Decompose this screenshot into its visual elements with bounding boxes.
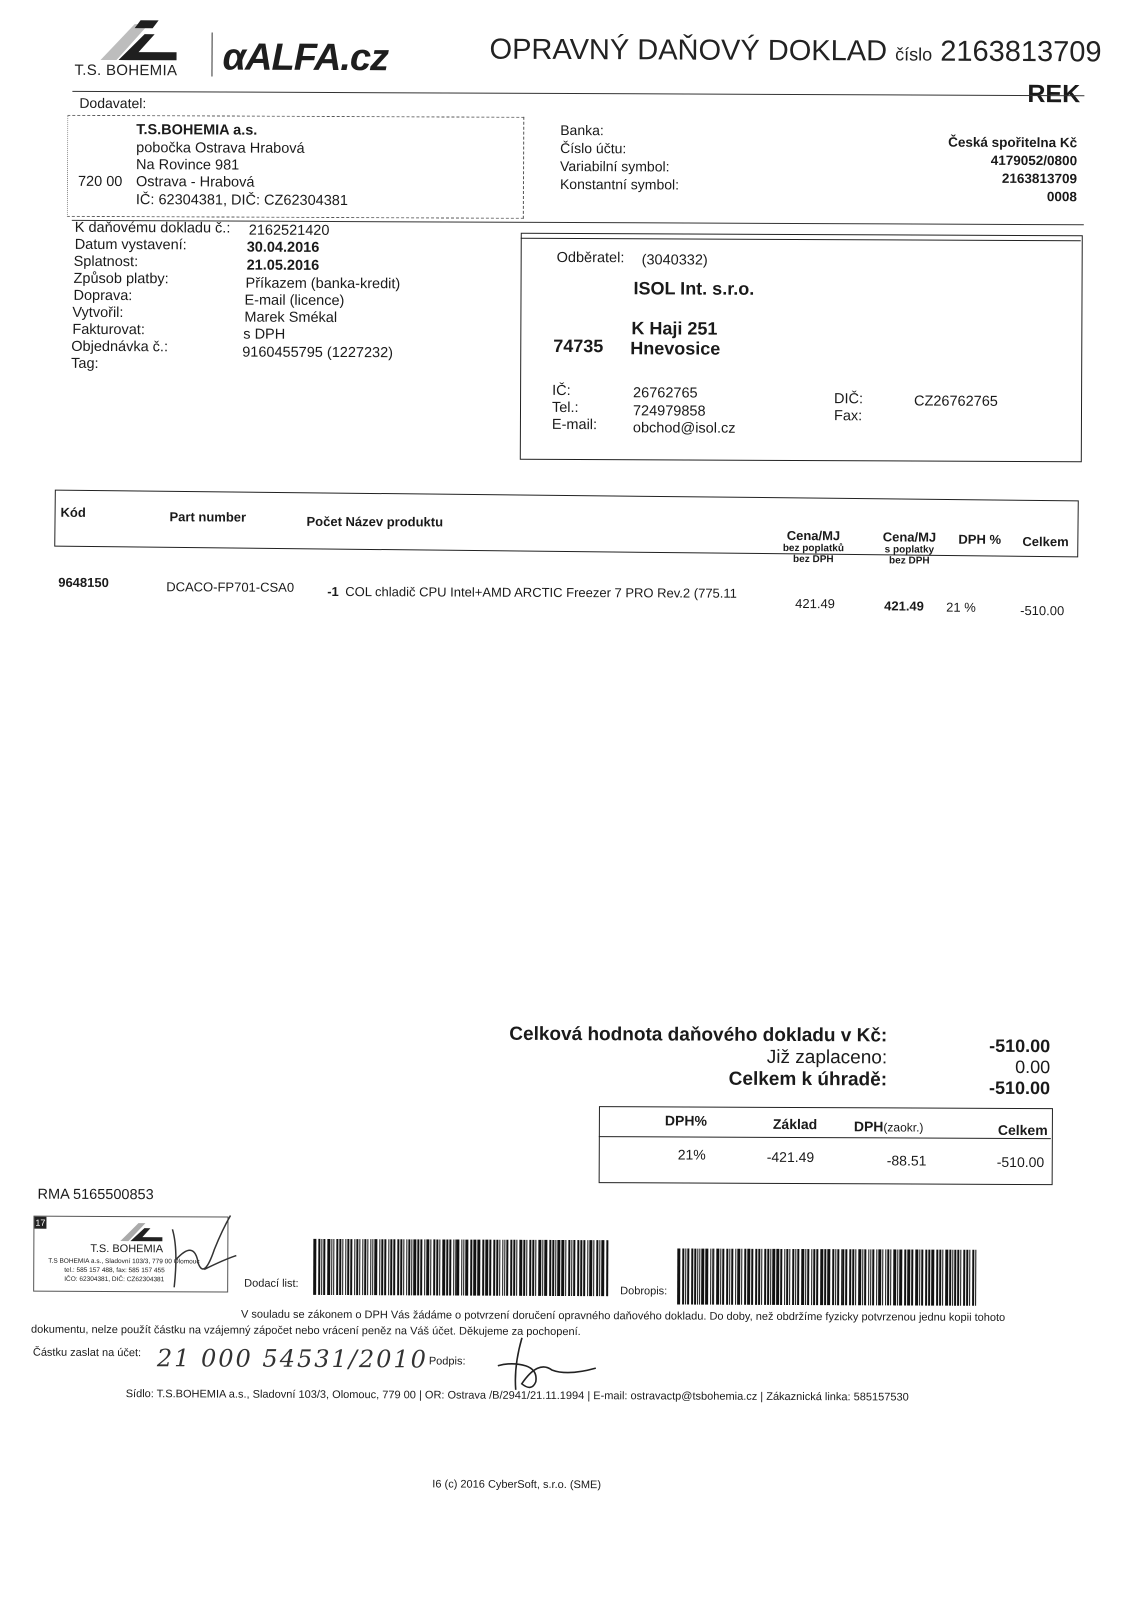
barcode-bar [535,1240,536,1296]
barcode-bar [397,1239,400,1295]
document-number: 2163813709 [940,35,1102,69]
barcode-bar [682,1249,685,1305]
barcode-bar [887,1249,889,1305]
supplier-ids: IČ: 62304381, DIČ: CZ62304381 [135,192,348,210]
barcode-bar [697,1249,698,1305]
signature-icon [492,1336,602,1394]
barcode-bar [339,1239,341,1295]
barcode-bar [767,1249,769,1305]
barcode-bar [327,1239,330,1295]
barcode-bar [691,1249,693,1305]
barcode-bar [573,1240,575,1296]
barcode-bar [390,1239,392,1295]
barcode-bar [424,1239,426,1295]
barcode-bar [443,1239,446,1295]
paid-value: 0.00 [1015,1056,1051,1078]
row-vat: 21 % [946,599,976,615]
ts-bohemia-brand: T.S. BOHEMIA [74,61,178,80]
delivery-label: Doprava: [73,287,133,305]
col-code: Kód [60,504,86,520]
row-product-name: COL chladič CPU Intel+AMD ARCTIC Freezer 7 PRO Rev.2 (775.11 [345,584,737,601]
barcode-bar [596,1240,599,1296]
barcode-bar [931,1250,934,1306]
created-by-label: Vytvořil: [72,304,124,322]
barcode-bar [780,1249,782,1305]
barcode-bar [496,1240,499,1296]
barcode-bar [381,1239,384,1295]
barcode-bar [744,1249,747,1305]
barcode-bar [758,1249,760,1305]
barcode-bar [583,1240,586,1296]
barcode-bar [411,1239,412,1295]
customer-street: K Haji 251 [631,318,718,339]
barcode-bar [705,1249,708,1305]
logo-divider [211,32,212,76]
barcode-bar [580,1240,582,1296]
account-value: 4179052/0800 [990,152,1078,169]
barcode-bar [465,1240,468,1296]
barcode-bar [716,1249,719,1305]
barcode-bar [773,1249,776,1305]
barcode-bar [845,1249,847,1305]
barcode-bar [969,1250,970,1306]
order-value: 9160455795 (1227232) [242,344,394,362]
total-label: Celková hodnota daňového dokladu v Kč: [509,1023,888,1047]
delivery-note-barcode [313,1239,609,1296]
barcode-bar [516,1240,517,1296]
barcode-bar [694,1249,696,1305]
barcode-bar [552,1240,554,1296]
barcode-bar [477,1240,480,1296]
total-value: -510.00 [989,1035,1051,1057]
barcode-bar [323,1239,325,1295]
supplier-label: Dodavatel: [79,94,147,112]
barcode-bar [849,1249,851,1305]
supplier-street: Na Rovince 981 [136,157,240,174]
barcode-bar [925,1250,928,1306]
stamp-brand: T.S. BOHEMIA [90,1242,164,1256]
customer-tel-value: 724979858 [632,403,706,420]
barcode-bar [882,1249,884,1305]
credit-note-label: Dobropis: [620,1285,668,1298]
barcode-bar [677,1248,680,1304]
barcode-bar [561,1240,564,1296]
barcode-bar [527,1240,528,1296]
barcode-bar [900,1249,903,1305]
stamp-number: 17 [35,1217,46,1228]
col-price-with-fees-sub1: s poplatky [884,544,935,556]
col-price-no-fees [768,528,858,565]
barcode-bar [960,1250,961,1306]
col-price-with-fees [864,529,954,566]
barcode-bar [837,1249,839,1305]
created-by-value: Marek Smékal [244,309,338,326]
barcode-bar [687,1249,689,1305]
barcode-bar [890,1249,891,1305]
customer-label: Odběratel: [556,249,625,267]
col-price-no-fees-sub1: bez poplatků [782,542,844,555]
barcode-bar [784,1249,786,1305]
barcode-bar [945,1250,948,1306]
barcode-bar [755,1249,758,1305]
barcode-bar [493,1240,495,1296]
barcode-bar [897,1249,899,1305]
barcode-bar [430,1239,431,1295]
ref-doc-value: 2162521420 [248,222,330,239]
barcode-bar [313,1239,316,1295]
ts-bohemia-logo-icon [73,20,193,65]
barcode-bar [737,1249,740,1305]
barcode-bar [955,1250,957,1306]
barcode-bar [606,1240,608,1296]
barcode-bar [449,1239,451,1295]
signature-label: Podpis: [428,1355,466,1368]
ts-bohemia-logo [72,20,202,83]
barcode-bar [367,1239,368,1295]
barcode-bar [601,1240,604,1296]
barcode-bar [523,1240,526,1296]
barcode-bar [832,1249,834,1305]
col-total: Celkem [1022,533,1069,550]
barcode-bar [513,1240,516,1296]
billing-value: s DPH [243,326,286,343]
customer-code: (3040332) [641,252,708,269]
barcode-bar [855,1249,857,1305]
barcode-bar [351,1239,353,1295]
barcode-bar [359,1239,360,1295]
barcode-bar [872,1249,874,1305]
paid-label: Již zaplaceno: [766,1046,888,1069]
barcode-bar [864,1249,866,1305]
barcode-bar [776,1249,779,1305]
barcode-bar [827,1249,830,1305]
barcode-bar [482,1240,485,1296]
barcode-bar [565,1240,566,1296]
constant-symbol-value: 0008 [1046,189,1077,205]
document-title [490,34,1102,70]
barcode-bar [436,1239,438,1295]
barcode-bar [858,1249,861,1305]
supplier-branch: pobočka Ostrava Hrabová [136,140,305,157]
customer-ic-label: IČ: [552,382,571,400]
vat-amount-value: -88.51 [886,1152,927,1169]
row-part-number: DCACO-FP701-CSA0 [166,579,295,595]
barcode-bar [852,1249,854,1305]
handwritten-account: 21 000 54531/2010 [156,1344,429,1374]
barcode-bar [544,1240,547,1296]
barcode-bar [568,1240,571,1296]
rma-number: RMA 5165500853 [37,1186,154,1204]
barcode-bar [911,1250,914,1306]
footer-seat: Sídlo: T.S.BOHEMIA a.s., Sladovní 103/3, Olomouc, 779 00 | OR: Ostrava /B/2941/21.11.1994 | E-mail: ostravactp@tsbohemia.cz | Zákaznická linka: 585157530 [125,1388,909,1404]
barcode-bar [868,1249,870,1305]
barcode-bar [722,1249,724,1305]
barcode-bar [403,1239,404,1295]
barcode-bar [939,1250,942,1306]
customer-dic-label: DIČ: [834,391,864,408]
barcode-bar [549,1240,551,1296]
barcode-bar [786,1249,788,1305]
barcode-bar [904,1249,906,1305]
row-price-with-fees: 421.49 [884,598,924,614]
col-price-with-fees-sub2: bez DPH [889,555,930,567]
barcode-bar [485,1240,488,1296]
barcode-bar [963,1250,965,1306]
barcode-bar [589,1240,592,1296]
barcode-bar [915,1250,918,1306]
stamp-line-3: IČO: 62304381, DIČ: CZ62304381 [64,1275,165,1284]
barcode-bar [337,1239,339,1295]
barcode-bar [356,1239,358,1295]
barcode-bar [789,1249,790,1305]
supplier-zip: 720 00 [77,173,123,191]
customer-email-value: obchod@isol.cz [632,420,736,437]
barcode-bar [952,1250,953,1306]
customer-dic-value: CZ26762765 [914,393,998,410]
company-stamp [33,1216,228,1293]
barcode-bar [770,1249,771,1305]
delivery-note-label: Dodací list: [244,1277,299,1290]
barcode-bar [364,1239,367,1295]
customer-name: ISOL Int. s.r.o. [633,278,755,299]
barcode-bar [792,1249,794,1305]
barcode-bar [801,1249,804,1305]
notice-line-2: dokumentu, nelze použít částku na vzájemný zápočet nebo vrácení peněz na Váš účet. Děkujeme za pochopení. [30,1323,581,1339]
col-part-number: Part number [169,509,247,525]
due-label: Celkem k úhradě: [728,1068,888,1091]
due-date-label: Splatnost: [73,253,139,271]
barcode-bar [417,1239,419,1295]
barcode-bar [374,1239,377,1295]
alfa-logo: αALFA.cz [222,36,389,80]
barcode-bar [529,1240,531,1296]
barcode-bar [975,1250,976,1306]
document-code: REK [1027,80,1081,109]
barcode-bar [878,1249,881,1305]
bank-value: Česká spořitelna Kč [948,134,1078,151]
due-value: -510.00 [988,1077,1051,1099]
col-vat: DPH % [958,531,1002,547]
barcode-bar [816,1249,818,1305]
barcode-bar [820,1249,823,1305]
vat-col-vat-note: (zaokr.) [883,1120,924,1135]
bank-label: Banka: [560,121,604,139]
barcode-bar [921,1250,923,1306]
barcode-bar [747,1249,750,1305]
col-price-with-fees-title: Cena/MJ [882,529,937,545]
document-number-label: číslo [895,44,933,65]
barcode-bar [393,1239,395,1295]
barcode-bar [907,1249,910,1305]
barcode-bar [433,1239,435,1295]
ref-doc-label: K daňovému dokladu č.: [74,219,231,237]
customer-box [520,233,1083,462]
barcode-bar [446,1239,448,1295]
row-code: 9648150 [58,574,109,591]
delivery-value: E-mail (licence) [244,292,345,310]
barcode-bar [333,1239,335,1295]
barcode-bar [949,1250,951,1306]
vat-col-vat-title: DPH [853,1118,884,1135]
barcode-bar [414,1239,417,1295]
barcode-bar [473,1240,476,1296]
col-price-no-fees-title: Cena/MJ [786,527,841,544]
barcode-bar [957,1250,959,1306]
barcode-bar [347,1239,350,1295]
barcode-bar [893,1249,896,1305]
vat-col-total: Celkem [997,1121,1048,1139]
issued-date-label: Datum vystavení: [74,236,187,254]
account-label: Číslo účtu: [560,139,627,157]
customer-tel-label: Tel.: [551,399,579,417]
barcode-bar [843,1249,845,1305]
barcode-bar [457,1240,460,1296]
barcode-bar [593,1240,594,1296]
barcode-bar [714,1249,715,1305]
customer-email-label: E-mail: [551,416,598,434]
notice-line-1: V souladu se zákonem o DPH Vás žádáme o potvrzení doručení opravného daňového dokladu. Do doby, než obdržíme fyzicky potvrzenou jednu kopii tohoto [241,1308,1006,1324]
barcode-bar [506,1240,508,1296]
barcode-bar [439,1239,441,1295]
barcode-bar [751,1249,753,1305]
supplier-city: Ostrava - Hrabová [135,174,255,191]
col-qty-name: Počet Název produktu [306,513,444,530]
supplier-name: T.S.BOHEMIA a.s. [136,122,258,139]
barcode-bar [928,1250,930,1306]
barcode-bar [813,1249,816,1305]
vat-col-rate: DPH% [664,1112,707,1129]
stamp-signature-icon [164,1209,244,1293]
customer-city: Hnevosice [630,338,721,359]
footer-copyright: I6 (c) 2016 CyberSoft, s.r.o. (SME) [432,1478,602,1492]
stamp-line-1: T.S BOHEMIA a.s., Sladovní 103/3, 779 00 Olomouc [48,1257,200,1266]
variable-symbol-label: Variabilní symbol: [560,157,670,175]
barcode-bar [342,1239,343,1295]
barcode-bar [824,1249,827,1305]
barcode-bar [555,1240,556,1296]
order-label: Objednávka č.: [71,338,169,356]
barcode-bar [499,1240,500,1296]
barcode-bar [318,1239,321,1295]
barcode-bar [408,1239,410,1295]
customer-fax-label: Fax: [833,408,863,425]
barcode-bar [558,1240,561,1296]
issued-date-value: 30.04.2016 [246,239,320,256]
header-divider [72,91,1084,96]
col-price-no-fees-sub2: bez DPH [793,553,834,566]
barcode-bar [538,1240,541,1296]
tag-label: Tag: [71,355,99,372]
barcode-bar [761,1249,762,1305]
barcode-bar [400,1239,402,1295]
customer-zip: 74735 [553,335,604,357]
vat-col-vat [854,1118,924,1136]
vat-base-value: -421.49 [766,1148,815,1166]
barcode-bar [701,1249,704,1305]
variable-symbol-value: 2163813709 [1001,170,1078,187]
payment-method-label: Způsob platby: [73,270,169,288]
barcode-bar [489,1240,491,1296]
barcode-bar [510,1240,512,1296]
account-label: Částku zaslat na účet: [32,1346,142,1360]
vat-total-value: -510.00 [996,1153,1045,1171]
barcode-bar [807,1249,809,1305]
stamp-line-2: tel.: 585 157 488, fax: 585 157 455 [64,1266,165,1275]
barcode-bar [519,1240,522,1296]
vat-col-base: Základ [772,1115,818,1133]
customer-ic-value: 26762765 [633,385,698,402]
row-qty: -1 [327,583,339,600]
row-total: -510.00 [1020,602,1065,619]
barcode-bar [966,1250,969,1306]
payment-method-value: Příkazem (banka-kredit) [245,275,401,293]
credit-note-barcode [677,1248,977,1305]
barcode-bar [384,1239,386,1295]
row-price-no-fees: 421.49 [795,595,835,612]
barcode-bar [797,1249,800,1305]
barcode-bar [532,1240,534,1296]
barcode-bar [972,1250,974,1306]
billing-label: Fakturovat: [72,321,145,339]
vat-rate-value: 21% [677,1146,706,1163]
barcode-bar [726,1249,729,1305]
barcode-bar [764,1249,766,1305]
barcode-bar [420,1239,422,1295]
barcode-bar [577,1240,579,1296]
constant-symbol-label: Konstantní symbol: [559,175,680,193]
barcode-bar [936,1250,938,1306]
barcode-bar [470,1240,473,1296]
document-title-text: OPRAVNÝ DAŇOVÝ DOKLAD [489,33,888,68]
barcode-bar [942,1250,943,1306]
barcode-bar [731,1249,733,1305]
due-date-value: 21.05.2016 [246,257,320,274]
barcode-bar [741,1249,742,1305]
barcode-bar [542,1240,544,1296]
barcode-bar [427,1239,430,1295]
